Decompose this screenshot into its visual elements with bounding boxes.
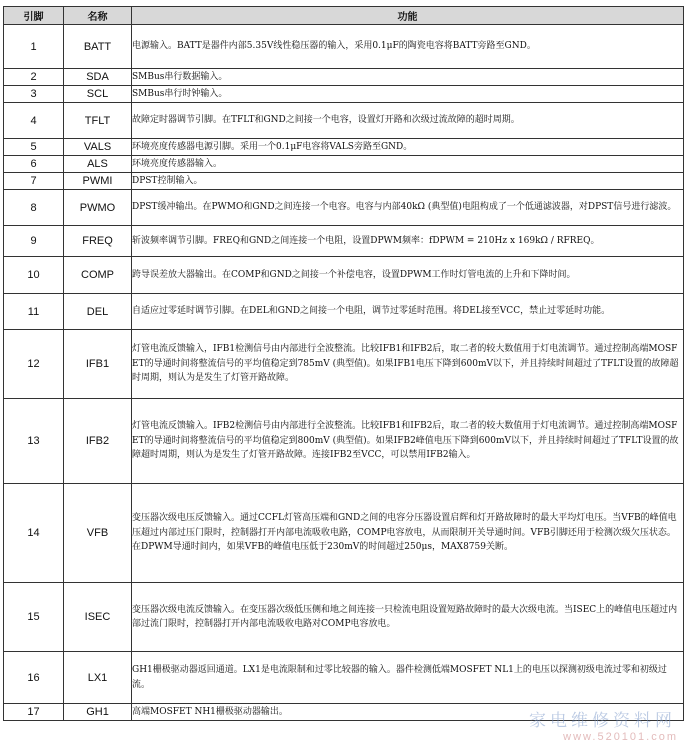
pin-function: 灯管电流反馈输入。IFB2检测信号由内部进行全波整流。比较IFB1和IFB2后，取二者的较大数值用于灯电流调节。通过控制高端MOSFET的导通时间将整流信号的平均值稳定到800mV (典型值)。如果IFB2峰值电压下降到600mV以下，并且持续时间超过了TFLT设置的故障超时周期，则认为是发生了灯管开路故障。连接IFB2至VCC，可以禁用IFB2输入。 — [132, 399, 684, 484]
pin-number: 2 — [4, 69, 64, 86]
pin-name: PWMI — [64, 173, 132, 190]
pin-function: 高端MOSFET NH1栅极驱动器输出。 — [132, 704, 684, 721]
pin-number: 1 — [4, 25, 64, 69]
table-row — [4, 652, 684, 704]
table-row — [4, 583, 684, 652]
header-pin: 引脚 — [4, 7, 64, 25]
pin-number: 4 — [4, 103, 64, 139]
pin-name: SCL — [64, 86, 132, 103]
pin-name: DEL — [64, 294, 132, 330]
pin-number: 6 — [4, 156, 64, 173]
table-row — [4, 484, 684, 583]
pin-name: VFB — [64, 484, 132, 583]
pin-function: 变压器次级电流反馈输入。在变压器次级低压侧和地之间连接一只检流电阻设置短路故障时的最大次级电流。当ISEC上的峰值电压超过内部过流门限时，控制器打开内部电流吸收电路对COMP电容放电。 — [132, 583, 684, 652]
pin-name: BATT — [64, 25, 132, 69]
pin-name: ALS — [64, 156, 132, 173]
table-row — [4, 399, 684, 484]
header-name: 名称 — [64, 7, 132, 25]
pin-function: 灯管电流反馈输入，IFB1检测信号由内部进行全波整流。比较IFB1和IFB2后，取二者的较大数值用于灯电流调节。通过控制高端MOSFET的导通时间将整流信号的平均值稳定到785mV (典型值)。如果IFB1电压下降到600mV以下，并且持续时间超过了TFLT设置的故障超时周期，则认为是发生了灯管开路故障。 — [132, 330, 684, 399]
pin-function: 电源输入。BATT是器件内部5.35V线性稳压器的输入，采用0.1μF的陶瓷电容将BATT旁路至GND。 — [132, 25, 684, 69]
pin-function: 故障定时器调节引脚。在TFLT和GND之间接一个电容，设置灯开路和次级过流故障的超时周期。 — [132, 103, 684, 139]
pin-number: 16 — [4, 652, 64, 704]
pin-function: DPST控制输入。 — [132, 173, 684, 190]
table-row — [4, 156, 684, 173]
table-row — [4, 25, 684, 69]
pin-name: GH1 — [64, 704, 132, 721]
pin-function: 环境亮度传感器输入。 — [132, 156, 684, 173]
table-row — [4, 330, 684, 399]
pin-number: 17 — [4, 704, 64, 721]
pin-number: 9 — [4, 226, 64, 257]
table-row — [4, 226, 684, 257]
pin-number: 11 — [4, 294, 64, 330]
pin-function: DPST缓冲输出。在PWMO和GND之间连接一个电容。电容与内部40kΩ (典型值)电阻构成了一个低通滤波器，对DPST信号进行滤波。 — [132, 190, 684, 226]
pin-name: COMP — [64, 257, 132, 294]
pin-number: 10 — [4, 257, 64, 294]
watermark-url: www.520101.com — [563, 731, 678, 743]
pin-name: IFB2 — [64, 399, 132, 484]
table-row — [4, 190, 684, 226]
pin-number: 15 — [4, 583, 64, 652]
table-row — [4, 257, 684, 294]
pin-function: 变压器次级电压反馈输入。通过CCFL灯管高压端和GND之间的电容分压器设置启辉和灯开路故障时的最大平均灯电压。当VFB的峰值电压超过内部过压门限时，控制器打开内部电流吸收电路，COMP电容放电，从而限制开关导通时间。VFB引脚还用于检测次级欠压状态。在DPWM导通时间内，如果VFB的峰值电压低于230mV的时间超过250μs，MAX8759关断。 — [132, 484, 684, 583]
pin-function: GH1栅极驱动器返回通道。LX1是电流限制和过零比较器的输入。器件检测低端MOSFET NL1上的电压以探测初级电流过零和初级过流。 — [132, 652, 684, 704]
pin-function: 跨导误差放大器输出。在COMP和GND之间接一个补偿电容，设置DPWM工作时灯管电流的上升和下降时间。 — [132, 257, 684, 294]
pin-number: 12 — [4, 330, 64, 399]
pin-name: LX1 — [64, 652, 132, 704]
table-row — [4, 704, 684, 721]
table-row — [4, 86, 684, 103]
pin-number: 8 — [4, 190, 64, 226]
pin-number: 3 — [4, 86, 64, 103]
pin-description-table — [3, 6, 684, 721]
table-row — [4, 69, 684, 86]
pin-function: 自适应过零延时调节引脚。在DEL和GND之间接一个电阻，调节过零延时范围。将DEL接至VCC，禁止过零延时功能。 — [132, 294, 684, 330]
pin-name: IFB1 — [64, 330, 132, 399]
header-function: 功能 — [132, 7, 684, 25]
pin-number: 13 — [4, 399, 64, 484]
pin-function: 环境亮度传感器电源引脚。采用一个0.1μF电容将VALS旁路至GND。 — [132, 139, 684, 156]
pin-function: 斩波频率调节引脚。FREQ和GND之间连接一个电阻，设置DPWM频率：fDPWM = 210Hz x 169kΩ / RFREQ。 — [132, 226, 684, 257]
table-row — [4, 294, 684, 330]
table-row — [4, 139, 684, 156]
pin-number: 7 — [4, 173, 64, 190]
pin-name: VALS — [64, 139, 132, 156]
pin-number: 14 — [4, 484, 64, 583]
pin-name: SDA — [64, 69, 132, 86]
pin-name: FREQ — [64, 226, 132, 257]
pin-name: TFLT — [64, 103, 132, 139]
pin-number: 5 — [4, 139, 64, 156]
table-row — [4, 173, 684, 190]
watermark-text: 家电维修资料网 — [529, 711, 676, 731]
table-row — [4, 103, 684, 139]
pin-function: SMBus串行数据输入。 — [132, 69, 684, 86]
pin-function: SMBus串行时钟输入。 — [132, 86, 684, 103]
pin-name: ISEC — [64, 583, 132, 652]
pin-name: PWMO — [64, 190, 132, 226]
table-header-row — [4, 7, 684, 25]
